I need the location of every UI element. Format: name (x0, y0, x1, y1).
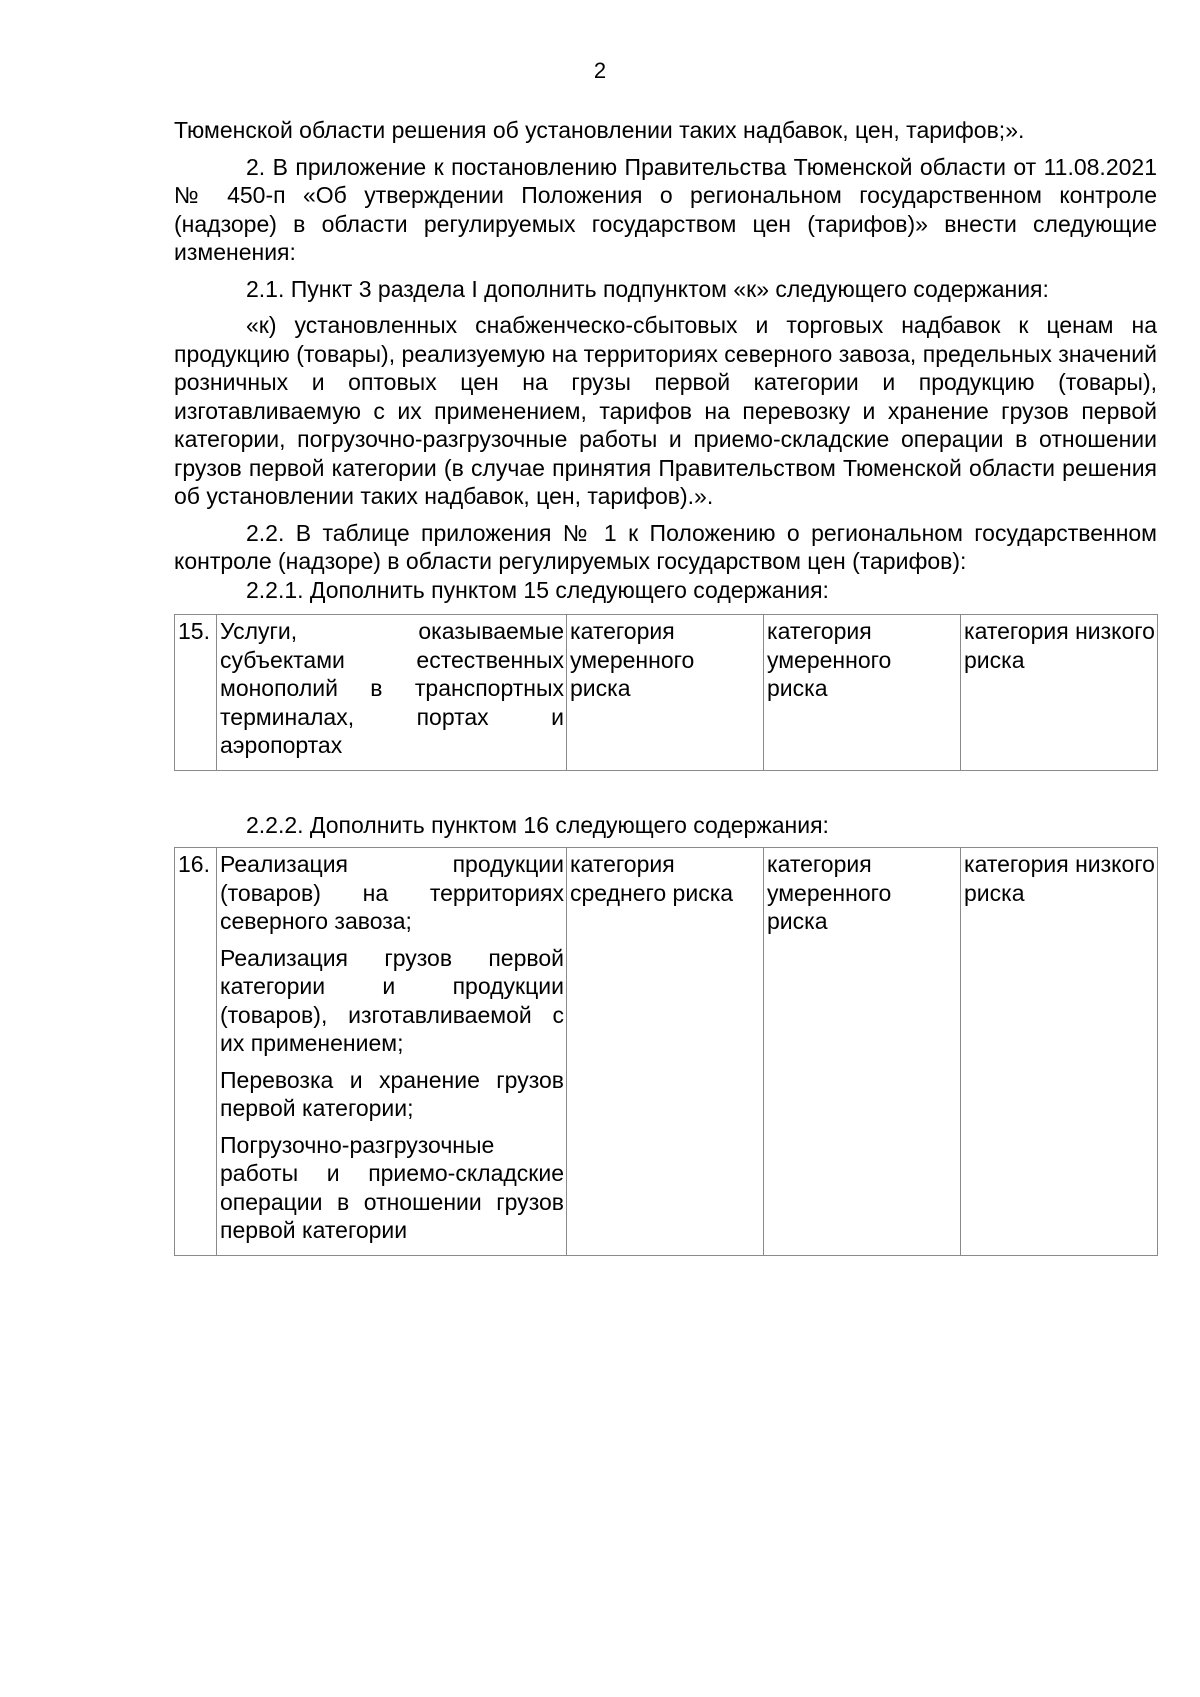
table-row (175, 615, 1158, 771)
table-item-16 (174, 847, 1158, 1256)
paragraph-subitem-k: «к) установленных снабженческо-сбытовых и торговых надбавок к ценам на продукцию (товары), реализуемую на территориях северного завоза, предельных значений розничных и оптовых цен на грузы первой категории и продукцию (товары), изготавливаемую с их применением, тарифов на перевозку и хранение грузов первой категории, погрузочно-разгрузочные работы и приемо-складские операции в отношении грузов первой категории (в случае принятия Правительством Тюменской области решения об установлении таких надбавок, цен, тарифов).». (174, 312, 1157, 509)
service-line: Реализация грузов первой категории и продукции (товаров), изготавливаемой с их применением; (220, 944, 564, 1056)
row-number-cell: 15. (175, 615, 217, 771)
risk-category-cell: категория умеренного риска (567, 615, 764, 771)
heading-2-2-2: 2.2.2. Дополнить пунктом 16 следующего содержания: (246, 811, 829, 838)
paragraph-item-2: 2. В приложение к постановлению Правительства Тюменской области от 11.08.2021 № 450-п «Об утверждении Положения о региональном государственном контроле (надзоре) в области регулируемых государством цен (тарифов)» внести следующие изменения: (174, 153, 1157, 265)
table-row (175, 848, 1158, 1256)
paragraph-item-2-2: 2.2. В таблице приложения № 1 к Положению о региональном государственном контроле (надзоре) в области регулируемых государством цен (тарифов): (174, 519, 1157, 574)
document-body (174, 116, 1157, 1256)
page-number: 2 (593, 58, 607, 83)
paragraph-continuation: Тюменской области решения об установлении таких надбавок, цен, тарифов;». (174, 117, 1025, 143)
risk-category-cell: категория низкого риска (961, 848, 1158, 1256)
heading-2-2-1: 2.2.1. Дополнить пунктом 15 следующего содержания: (246, 576, 829, 603)
risk-category-cell: категория среднего риска (567, 848, 764, 1256)
service-line: Перевозка и хранение грузов первой категории; (220, 1066, 564, 1121)
row-number-cell: 16. (175, 848, 217, 1256)
paragraph-item-2-1: 2.1. Пункт 3 раздела I дополнить подпунктом «к» следующего содержания: (246, 275, 1049, 302)
service-cell (217, 848, 567, 1256)
risk-category-cell: категория низкого риска (961, 615, 1158, 771)
table-item-15 (174, 614, 1158, 771)
risk-category-cell: категория умеренного риска (764, 615, 961, 771)
risk-category-cell: категория умеренного риска (764, 848, 961, 1256)
service-line: Реализация продукции (товаров) на территориях северного завоза; (220, 851, 564, 934)
service-line: Погрузочно-разгрузочные работы и приемо-складские операции в отношении грузов первой категории (220, 1131, 564, 1243)
service-cell: Услуги, оказываемые субъектами естественных монополий в транспортных терминалах, портах и аэропортах (217, 615, 567, 771)
